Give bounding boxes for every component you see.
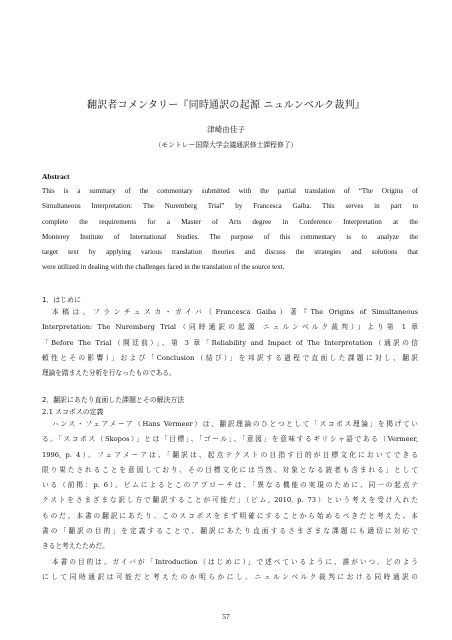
article-title: 翻訳者コメンタリー『同時通訳の起源 ニュルンベルク裁判』	[87, 100, 365, 111]
section-2-1-heading: 2.1 スコポスの定義	[42, 408, 104, 416]
body-line: 1996, p. 4）。フェアメーアは、「翻訳は、起点テクストの目指す目的が目標文化においてできる	[42, 450, 418, 459]
body-line: る。「スコポス（Skopos）」とは「目標」、「ゴール」、「意図」を意味するギリシャ語である（Vermeer,	[42, 435, 418, 444]
body-line: ものだ。本書の翻訳にあたり、このスコポスをまず明確にすることから始めるべきだと考えた。本	[42, 511, 418, 520]
body-line: 理論を踏まえた分析を行なったものである。	[42, 369, 176, 378]
body-line: Interpretation: The Nuremberg Trial（同時通訳の起源 ニュルンベルク裁判）』より第 1 章	[42, 323, 418, 332]
body-line: 頼性とその影響）」および「Conclusion（結び）」を邦訳する過程で直面した課題に対し、翻訳	[42, 353, 418, 362]
body-line: 書の「翻訳の目的」を定義することで、翻訳にあたり直面するさまざまな課題にも適切に対応で	[42, 527, 418, 536]
body-line: 本稿は、フランチェスカ・ガイバ（Francesca Gaiba）著『The Origins of Simultaneous	[52, 308, 418, 316]
author-affiliation: （モントレー国際大学会議通訳修士課程修了）	[154, 141, 298, 149]
body-line: いる（前掲：p. 6）。ピムによるとこのアプローチは、「異なる機能の実現のために、同一の起点テ	[42, 481, 418, 490]
body-line: 限り果たされることを意図しており、その目標文化には当然、対象となる読者も含まれる」として	[42, 465, 418, 474]
body-line: 「Before The Trial（開廷前）」、第 3 章「Reliability and Impact of The Interpretation（通訳の信	[42, 338, 418, 347]
abstract-heading: Abstract	[42, 172, 70, 181]
section-1-heading: 1．はじめに	[42, 296, 81, 304]
abstract-line: were utilized in dealing with the challenges faced in the translation of the source text.	[42, 263, 285, 272]
body-line: にして同時通訳は可能だと考えたのか明らかにし、ニュルンベルク裁判における同時通訳の	[42, 572, 418, 581]
abstract-line: target text by applying various translation theories and discuss the strategies and solutions that	[42, 248, 418, 257]
abstract-line: Simultaneous Interpretation: The Nuremberg Trial” by Francesca Gaiba. This serves in part to	[42, 202, 418, 211]
section-2-body	[42, 417, 418, 585]
section-2-heading: 2．翻訳にあたり直面した課題とその解決方法	[42, 396, 185, 404]
abstract-line: Monterey Institute of International Studies. The purpose of this commentary is to analyze the	[42, 232, 418, 241]
body-line: きると考えたためだ。	[42, 542, 109, 551]
abstract-line: complete the requirements for a Master of Arts degree in Conference Interpretation at the	[42, 217, 418, 226]
abstract-body	[42, 184, 418, 276]
abstract-line: This is a summary of the commentary submitted with the partial translation of “The Origins of	[42, 187, 418, 195]
body-line: 本書の目的は、ガイバが「Introduction（はじめに）」で述べているように、誰がいつ、どのよう	[52, 557, 418, 566]
body-line: ハンス・フェアメーア（Hans Vermeer）は、翻訳理論のひとつとして「スコポス理論」を掲げてい	[52, 420, 418, 428]
section-1-body	[42, 305, 418, 381]
body-line: クストをさまざまな訳し方で翻訳することが可能だ」（ピム, 2010, p. 73）という考えを受け入れた	[42, 496, 418, 505]
page-number: 57	[222, 612, 230, 621]
author-name: 津崎由佳子	[207, 125, 245, 134]
